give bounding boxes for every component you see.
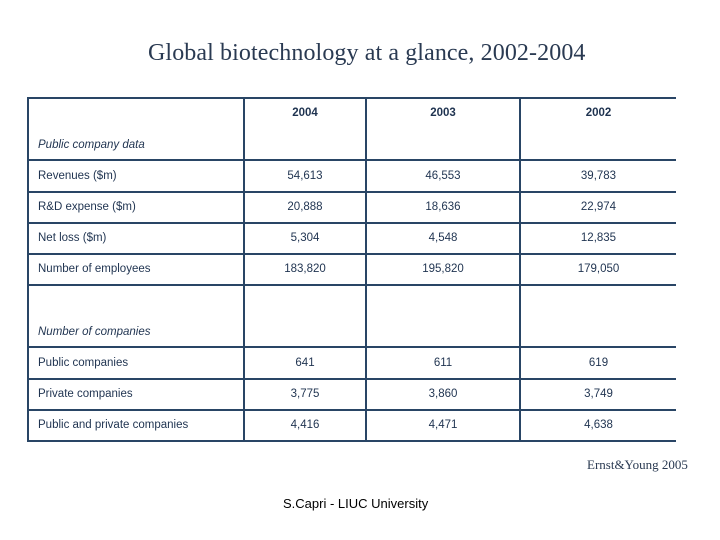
year-header: 2003 [367, 99, 519, 159]
table-row [29, 255, 676, 284]
row-label: Public and private companies [29, 411, 243, 440]
table-cell: 3,860 [367, 380, 519, 409]
slide-title: Global biotechnology at a glance, 2002-2004 [148, 40, 586, 66]
source-credit: Ernst&Young 2005 [587, 457, 688, 472]
empty-cell [521, 286, 676, 346]
table-cell: 39,783 [521, 161, 676, 190]
table-cell: 4,638 [521, 411, 676, 440]
row-label: Net loss ($m) [29, 224, 243, 253]
table-cell: 3,749 [521, 380, 676, 409]
table-cell: 12,835 [521, 224, 676, 253]
table-cell: 611 [367, 348, 519, 377]
row-label: Revenues ($m) [29, 161, 243, 190]
table-cell: 20,888 [245, 193, 365, 222]
row-label: Public companies [29, 348, 243, 377]
table-header-row [29, 99, 676, 159]
table-row [29, 224, 676, 253]
row-label: Private companies [29, 380, 243, 409]
table-cell: 4,416 [245, 411, 365, 440]
table-cell: 22,974 [521, 193, 676, 222]
table-row [29, 348, 676, 377]
table-cell: 183,820 [245, 255, 365, 284]
table-row [29, 193, 676, 222]
empty-cell [245, 286, 365, 346]
section-header-row [29, 286, 676, 346]
table-row [29, 411, 676, 440]
table-row [29, 161, 676, 190]
table-cell: 179,050 [521, 255, 676, 284]
table-cell: 195,820 [367, 255, 519, 284]
table-cell: 4,471 [367, 411, 519, 440]
table-cell: 54,613 [245, 161, 365, 190]
empty-cell [367, 286, 519, 346]
slide-footer: S.Capri - LIUC University [283, 496, 429, 511]
table-cell: 5,304 [245, 224, 365, 253]
table-cell: 3,775 [245, 380, 365, 409]
row-label: R&D expense ($m) [29, 193, 243, 222]
table-cell: 46,553 [367, 161, 519, 190]
section-label-companies: Number of companies [29, 286, 243, 346]
table-cell: 619 [521, 348, 676, 377]
biotech-data-table [27, 97, 676, 442]
table-cell: 18,636 [367, 193, 519, 222]
section-label-public: Public company data [29, 99, 243, 159]
row-label: Number of employees [29, 255, 243, 284]
table-row [29, 380, 676, 409]
table-cell: 641 [245, 348, 365, 377]
year-header: 2002 [521, 99, 676, 159]
table-cell: 4,548 [367, 224, 519, 253]
year-header: 2004 [245, 99, 365, 159]
